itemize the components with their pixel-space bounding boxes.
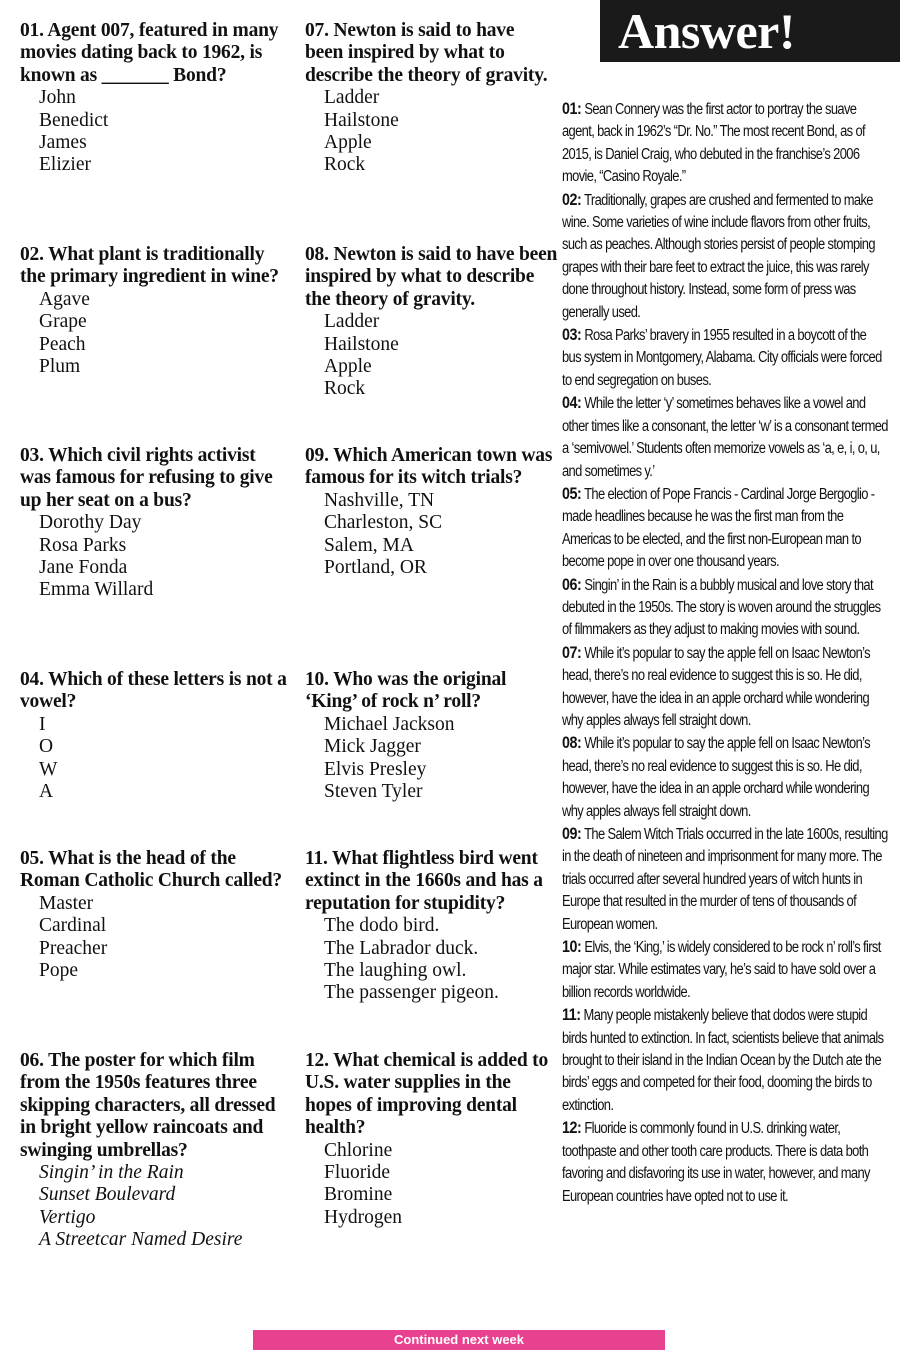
question-text: 01. Agent 007, featured in many movies dating back to 1962, is known as _______ Bond? bbox=[20, 20, 279, 86]
question-text: 12. What chemical is added to U.S. water supplies in the hopes of improving dental health? bbox=[305, 1050, 549, 1139]
answer-text: The Salem Witch Trials occurred in the late 1600s, resulting in the death of nineteen and imprisonment for many more. The trials occurred after several hundred years of witch hunts in Europe that resulted in the murder of tens of thousands of European women. bbox=[562, 826, 888, 933]
answer-number: 02: bbox=[562, 189, 582, 209]
answer-title: Answer! bbox=[618, 3, 796, 59]
question-05 bbox=[20, 848, 290, 982]
question-11 bbox=[305, 848, 557, 1005]
answer-number: 08: bbox=[562, 733, 582, 753]
option: Charleston, SC bbox=[324, 512, 443, 534]
option: Chlorine bbox=[324, 1139, 393, 1161]
answer-text: While the letter ‘y’ sometimes behaves like a vowel and other times like a consonant, the letter ‘w’ is a consonant termed a ‘semivowel.’ Students often memorize vowels as ‘a, e, i, o, u, and sometimes y.’ bbox=[562, 395, 888, 480]
answer-number: 07: bbox=[562, 642, 582, 662]
option-list bbox=[305, 311, 557, 401]
answer-12 bbox=[562, 1117, 888, 1208]
option: Hydrogen bbox=[324, 1206, 402, 1228]
option: Salem, MA bbox=[324, 534, 414, 556]
option-list bbox=[305, 915, 557, 1005]
question-10 bbox=[305, 669, 557, 803]
answer-number: 11: bbox=[562, 1005, 581, 1025]
answer-text: While it’s popular to say the apple fell on Isaac Newton’s head, there’s no real evidence to suggest this is so. He did, however, have the idea in an apple orchard while wondering why apples always fell straight down. bbox=[562, 735, 871, 820]
option: Hailstone bbox=[324, 333, 399, 355]
option-list bbox=[305, 490, 557, 580]
option: Rock bbox=[324, 378, 366, 400]
question-text: 06. The poster for which film from the 1950s features three skipping characters, all dressed in bright yellow raincoats and swinging umbrellas? bbox=[20, 1050, 276, 1161]
option-list bbox=[305, 1140, 557, 1230]
question-08 bbox=[305, 244, 557, 401]
question-03 bbox=[20, 445, 290, 602]
option: Agave bbox=[39, 288, 90, 310]
answer-number: 10: bbox=[562, 937, 582, 957]
question-text: 05. What is the head of the Roman Catholic Church called? bbox=[20, 848, 282, 892]
answer-07 bbox=[562, 642, 888, 733]
answer-number: 03: bbox=[562, 325, 582, 345]
answer-04 bbox=[562, 392, 888, 483]
answer-02 bbox=[562, 189, 888, 324]
answer-text: Many people mistakenly believe that dodos were stupid birds hunted to extinction. In fact, scientists believe that animals brought to their island in the Indian Ocean by the Dutch ate the birds’ eggs and competed for their food, dooming the birds to extinction. bbox=[562, 1007, 884, 1114]
option: Portland, OR bbox=[324, 557, 427, 579]
option: Emma Willard bbox=[39, 579, 154, 601]
answer-number: 06: bbox=[562, 574, 582, 594]
answer-text: Sean Connery was the first actor to portray the suave agent, back in 1962’s “Dr. No.” The most recent Bond, as of 2015, is Daniel Craig, who debuted in the franchise’s 2006 movie, “Casino Royale.” bbox=[562, 101, 865, 186]
option: Mick Jagger bbox=[324, 736, 421, 758]
option: The laughing owl. bbox=[324, 960, 467, 982]
option-list bbox=[305, 714, 557, 804]
question-04 bbox=[20, 669, 290, 803]
option: A Streetcar Named Desire bbox=[39, 1229, 243, 1251]
answer-09 bbox=[562, 823, 888, 936]
question-07 bbox=[305, 20, 557, 177]
answer-number: 12: bbox=[562, 1118, 582, 1138]
option-list bbox=[305, 87, 557, 177]
option: Singin’ in the Rain bbox=[39, 1162, 184, 1184]
option: Rosa Parks bbox=[39, 534, 127, 556]
option: Apple bbox=[324, 356, 372, 378]
option-list bbox=[20, 714, 290, 804]
option: Plum bbox=[39, 356, 81, 378]
answer-06 bbox=[562, 574, 888, 642]
option: O bbox=[39, 736, 54, 758]
question-text: 08. Newton is said to have been inspired by what to describe the theory of gravity. bbox=[305, 244, 558, 310]
option: W bbox=[39, 758, 58, 780]
question-02 bbox=[20, 244, 290, 378]
answer-text: Fluoride is commonly found in U.S. drinking water, toothpaste and other tooth care products. There is data both favoring and disfavoring its use in water, however, and many European countries have opted not to use it. bbox=[562, 1120, 870, 1205]
option: Grape bbox=[39, 311, 87, 333]
question-text: 09. Which American town was famous for its witch trials? bbox=[305, 445, 553, 489]
answer-text: The election of Pope Francis - Cardinal Jorge Bergoglio - made headlines because he was the first man from the Americas to be elected, and the first non-European man to become pope in over one thousand years. bbox=[562, 485, 875, 571]
option: Pope bbox=[39, 960, 78, 982]
option-list bbox=[20, 289, 290, 379]
answers-column bbox=[562, 98, 888, 1208]
question-text: 04. Which of these letters is not a vowel? bbox=[20, 669, 287, 713]
option: James bbox=[39, 132, 87, 154]
answer-10 bbox=[562, 936, 888, 1004]
option: Hailstone bbox=[324, 109, 399, 131]
option-list bbox=[20, 87, 290, 177]
answer-header bbox=[600, 0, 900, 62]
continued-banner: Continued next week bbox=[253, 1330, 665, 1350]
option: John bbox=[39, 87, 76, 109]
option: The dodo bird. bbox=[324, 915, 440, 937]
question-06 bbox=[20, 1050, 290, 1252]
answer-01 bbox=[562, 98, 888, 189]
answer-11 bbox=[562, 1004, 888, 1117]
question-text: 10. Who was the original ‘King’ of rock n’ roll? bbox=[305, 669, 507, 713]
option: Bromine bbox=[324, 1184, 393, 1206]
option: Apple bbox=[324, 132, 372, 154]
option: Steven Tyler bbox=[324, 781, 423, 803]
option: Dorothy Day bbox=[39, 512, 142, 534]
option: Vertigo bbox=[39, 1206, 96, 1228]
option-list bbox=[20, 893, 290, 983]
option-list bbox=[20, 512, 290, 602]
answer-text: Elvis, the ‘King,’ is widely considered to be rock n’ roll’s first major star. While estimates vary, he’s said to have sold over a billion records worldwide. bbox=[562, 939, 881, 1001]
option: The passenger pigeon. bbox=[324, 982, 499, 1004]
option: Michael Jackson bbox=[324, 713, 455, 735]
option: Elizier bbox=[39, 154, 91, 176]
answer-text: Rosa Parks’ bravery in 1955 resulted in a boycott of the bus system in Montgomery, Alabama. City officials were forced to end segregation on buses. bbox=[562, 327, 882, 389]
answer-03 bbox=[562, 324, 888, 392]
question-text: 07. Newton is said to have been inspired by what to describe the theory of gravity. bbox=[305, 20, 548, 86]
answer-number: 09: bbox=[562, 824, 582, 843]
question-text: 02. What plant is traditionally the primary ingredient in wine? bbox=[20, 244, 279, 288]
option: Peach bbox=[39, 333, 86, 355]
option: Ladder bbox=[324, 311, 380, 333]
option: Sunset Boulevard bbox=[39, 1184, 176, 1206]
answer-number: 01: bbox=[562, 99, 582, 118]
option: A bbox=[39, 781, 54, 803]
answer-number: 04: bbox=[562, 393, 582, 413]
answer-05 bbox=[562, 483, 888, 574]
option: Cardinal bbox=[39, 915, 107, 937]
question-12 bbox=[305, 1050, 557, 1229]
question-text: 03. Which civil rights activist was famous for refusing to give up her seat on a bus? bbox=[20, 445, 273, 511]
answer-08 bbox=[562, 732, 888, 823]
question-text: 11. What flightless bird went extinct in the 1660s and has a reputation for stupidity? bbox=[305, 848, 543, 914]
option: Elvis Presley bbox=[324, 758, 427, 780]
option: The Labrador duck. bbox=[324, 937, 479, 959]
option: Nashville, TN bbox=[324, 489, 435, 511]
option: Fluoride bbox=[324, 1162, 391, 1184]
question-01 bbox=[20, 20, 290, 177]
option: Rock bbox=[324, 154, 366, 176]
option: Preacher bbox=[39, 937, 108, 959]
answer-text: Singin’ in the Rain is a bubbly musical and love story that debuted in the 1950s. The story is woven around the struggles of filmmakers as they adjust to making movies with sound. bbox=[562, 576, 881, 639]
option: Ladder bbox=[324, 87, 380, 109]
option-list bbox=[20, 1162, 290, 1252]
option: I bbox=[39, 713, 46, 735]
answer-text: While it’s popular to say the apple fell on Isaac Newton’s head, there’s no real evidence to suggest this is so. He did, however, have the idea in an apple orchard while wondering why apples always fell straight down. bbox=[562, 644, 871, 729]
question-09 bbox=[305, 445, 557, 579]
option: Benedict bbox=[39, 109, 109, 131]
answer-number: 05: bbox=[562, 483, 582, 503]
option: Jane Fonda bbox=[39, 557, 128, 579]
answer-text: Traditionally, grapes are crushed and fermented to make wine. Some varieties of wine include flavors from other fruits, such as peaches. Although stories persist of people stomping grapes with their bare feet to extract the juice, this was rarely done throughout history. Instead, some form of press was generally used. bbox=[562, 191, 875, 321]
option: Master bbox=[39, 892, 94, 914]
